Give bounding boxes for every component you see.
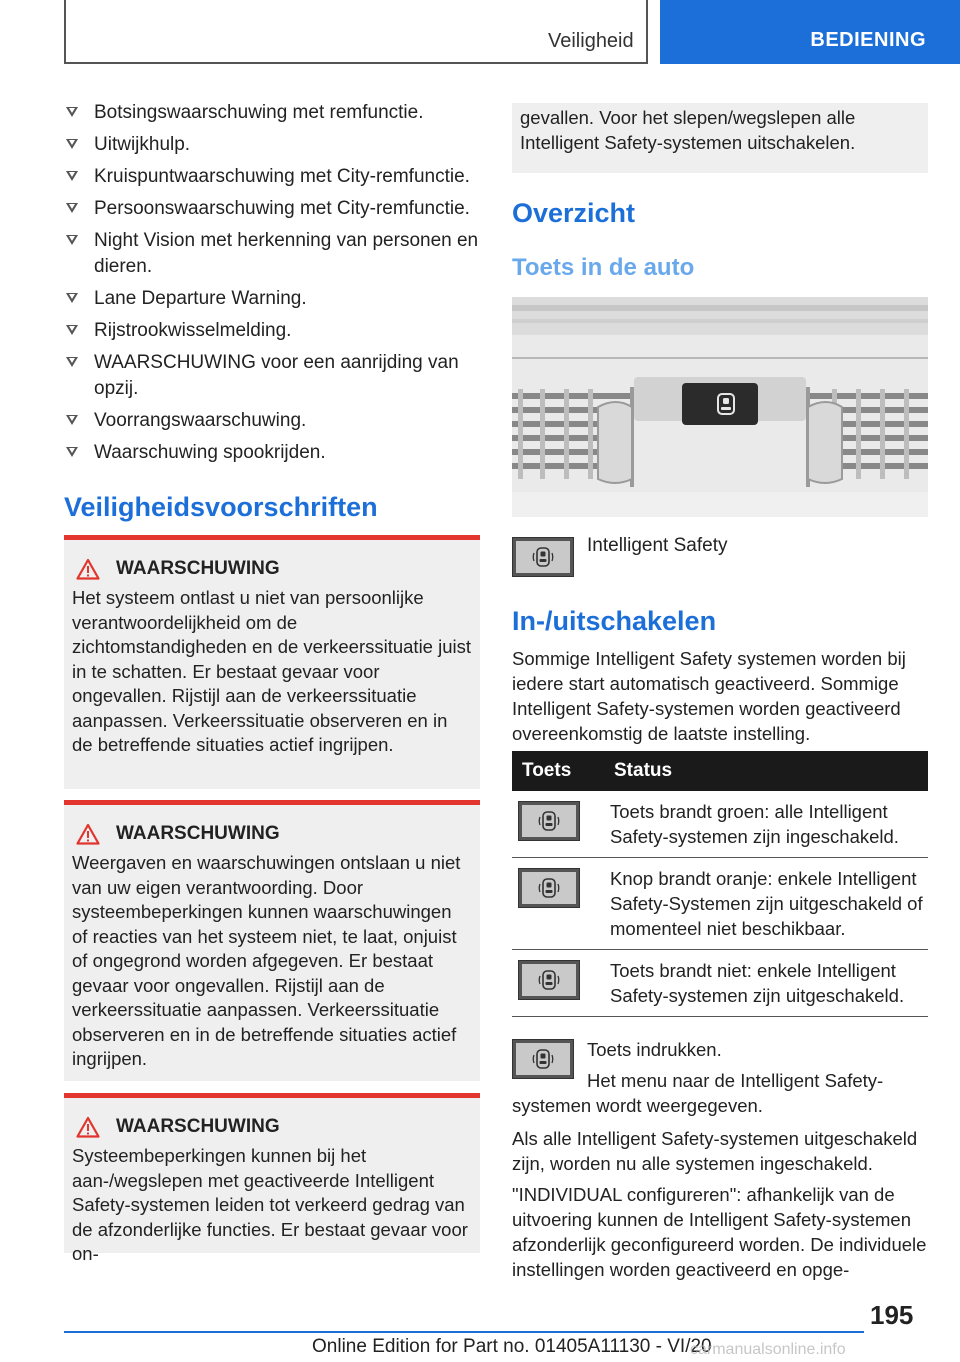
header-bottom-rule xyxy=(64,62,648,64)
button-in-car-heading: Toets in de auto xyxy=(512,254,695,281)
table-row xyxy=(512,950,928,1017)
bullet-triangle-icon xyxy=(66,357,78,367)
warning-title: WAARSCHUWING xyxy=(116,823,280,844)
footer-rule xyxy=(64,1331,864,1333)
list-item: Rijstrookwisselmelding. xyxy=(64,318,480,344)
status-table xyxy=(512,751,928,1017)
car-sensor-icon xyxy=(538,810,560,832)
chapter-tab-label: BEDIENING xyxy=(810,29,926,51)
warning-text: Het systeem ontlast u niet van persoonlijke verantwoordelijkheid om de zichtomstandigheden en de verkeerssituatie juist in te schatten. Er bestaat gevaar voor ongevallen. Rijstijl aan de verkeerssituatie aanpassen. Verkeerssituatie observeren en in de betreffende situaties actief ingrijpen. xyxy=(72,587,472,755)
bullet-triangle-icon xyxy=(66,293,78,303)
bullet-triangle-icon xyxy=(66,171,78,181)
list-item: Waarschuwing spookrijden. xyxy=(64,440,480,466)
watermark: carmanualsonline.info xyxy=(690,1341,846,1358)
bullet-triangle-icon xyxy=(66,235,78,245)
press-instruction: Toets indrukken. xyxy=(587,1039,722,1060)
list-item: Night Vision met herkenning van personen en dieren. xyxy=(64,228,480,280)
button-icon xyxy=(518,960,580,1000)
paragraph: Als alle Intelligent Safety-systemen uitgeschakeld zijn, worden nu alle systemen ingeschakeld. xyxy=(512,1128,918,1174)
paragraph: "INDIVIDUAL configureren": afhankelijk van de uitvoering kunnen de Intelligent Safety-systemen afzonderlijk geconfigureerd worden. De individuele instellingen worden geactiveerd en opge- xyxy=(512,1184,927,1280)
table-header: Status xyxy=(604,751,928,791)
warning-continuation: gevallen. Voor het slepen/wegslepen alle Intelligent Safety-systemen uitschakelen. xyxy=(512,103,928,173)
bullet-triangle-icon xyxy=(66,415,78,425)
warning-text: Systeembeperkingen kunnen bij het aan-/wegslepen met geactiveerde Intelligent Safety-systemen leiden tot verkeerd gedrag van de afzonderlijke functies. Er bestaat gevaar voor on- xyxy=(72,1145,468,1264)
header-divider xyxy=(646,0,648,64)
section-title: Veiligheid xyxy=(548,30,634,52)
table-header: Toets xyxy=(512,751,604,791)
list-item: Uitwijkhulp. xyxy=(64,132,480,158)
car-sensor-icon xyxy=(538,969,560,991)
button-icon xyxy=(518,801,580,841)
bullet-triangle-icon xyxy=(66,203,78,213)
bullet-triangle-icon xyxy=(66,139,78,149)
list-item: Kruispuntwaarschuwing met City-remfunctie. xyxy=(64,164,480,190)
bullet-triangle-icon xyxy=(66,447,78,457)
list-item: Voorrangswaarschuwing. xyxy=(64,408,480,434)
warning-box xyxy=(64,1093,480,1264)
feature-list xyxy=(64,100,480,472)
safety-heading: Veiligheidsvoorschriften xyxy=(64,492,378,522)
warning-text: Weergaven en waarschuwingen ontslaan u niet van uw eigen verantwoording. Door systeembeperkingen kunnen waarschuwingen of reacties van het systeem niet, te laat, onjuist of ongegrond worden afgegeven. Er bestaat gevaar voor ongevallen. Rijstijl aan de verkeerssituatie aanpassen. Verkeerssituatie observeren en in de betreffende situaties actief ingrijpen. xyxy=(72,852,461,1069)
button-caption: Intelligent Safety xyxy=(587,535,728,556)
status-text: Toets brandt niet: enkele Intelligent Safety-systemen zijn uitgeschakeld. xyxy=(604,950,928,1017)
dashboard-photo xyxy=(512,297,928,517)
bullet-triangle-icon xyxy=(66,325,78,335)
page-number: 195 xyxy=(870,1300,914,1330)
car-sensor-icon xyxy=(532,546,554,568)
car-sensor-icon xyxy=(538,877,560,899)
edition-note: Online Edition for Part no. 01405A11130 - VI/20 xyxy=(312,1336,712,1357)
warning-triangle-icon xyxy=(76,823,100,845)
chapter-tab[interactable] xyxy=(660,0,960,64)
warning-triangle-icon xyxy=(76,1116,100,1138)
on-off-heading: In-/uitschakelen xyxy=(512,606,717,636)
intelligent-safety-button xyxy=(512,537,574,577)
list-item: WAARSCHUWING voor een aanrijding van opzij. xyxy=(64,350,480,402)
car-sensor-icon xyxy=(532,1048,554,1070)
table-row xyxy=(512,858,928,950)
status-text: Knop brandt oranje: enkele Intelligent Safety-Systemen zijn uitgeschakeld of momenteel niet beschikbaar. xyxy=(604,858,928,950)
list-item: Lane Departure Warning. xyxy=(64,286,480,312)
list-item: Persoonswaarschuwing met City-remfunctie. xyxy=(64,196,480,222)
header-left-rule xyxy=(64,0,66,64)
status-text: Toets brandt groen: alle Intelligent Safety-systemen zijn ingeschakeld. xyxy=(604,791,928,858)
press-result: Het menu naar de Intelligent Safety-systemen wordt weergegeven. xyxy=(512,1070,884,1116)
button-icon xyxy=(518,868,580,908)
warning-box xyxy=(64,800,480,1081)
bullet-triangle-icon xyxy=(66,107,78,117)
warning-triangle-icon xyxy=(76,558,100,580)
warning-title: WAARSCHUWING xyxy=(116,558,280,579)
overview-heading: Overzicht xyxy=(512,198,636,228)
list-item: Botsingswaarschuwing met remfunctie. xyxy=(64,100,480,126)
table-row xyxy=(512,791,928,858)
intro-paragraph: Sommige Intelligent Safety systemen worden bij iedere start automatisch geactiveerd. Sommige Intelligent Safety-systemen worden geactiveerd overeenkomstig de laatste instelling. xyxy=(512,648,906,744)
warning-box xyxy=(64,535,480,789)
warning-title: WAARSCHUWING xyxy=(116,1116,280,1137)
